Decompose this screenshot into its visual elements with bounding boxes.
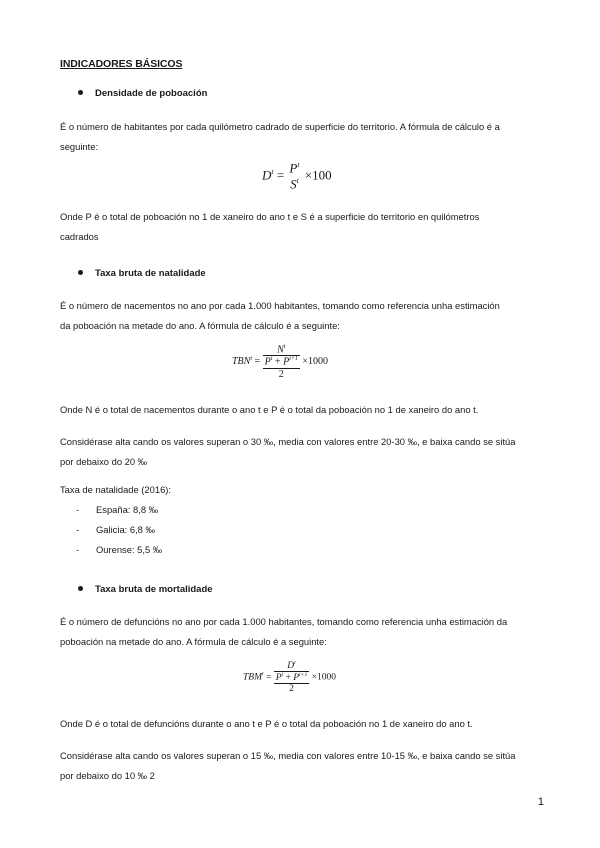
density-formula: $D^t$ = $P^t$ $S^t$ ×100	[262, 160, 332, 192]
bullet-icon	[78, 270, 83, 275]
list-item: - España: 8,8 ‰	[76, 504, 159, 515]
mortality-description: É o número de defuncións no ano por cada 1.000 habitantes, tomando como referencia unha estimación da poboación na metade do ano. A fórmula de cálculo é a seguinte:	[60, 616, 508, 647]
density-description: É o número de habitantes por cada quilómetro cadrado de superficie do territorio. A fórmula de cálculo é a seguinte:	[60, 121, 500, 152]
natality-description: É o número de nacementos no ano por cada 1.000 habitantes, tomando como referencia unha estimación da poboación na metade do ano. A fórmula de cálculo é a seguinte:	[60, 300, 500, 331]
section-heading-natality: Taxa bruta de natalidade	[78, 268, 206, 279]
bullet-icon	[78, 586, 83, 591]
density-note: Onde P é o total de poboación no 1 de xaneiro do ano t e S é a superficie do territorio en quilómetros cadrados	[60, 211, 480, 242]
page-number: 1	[537, 796, 544, 808]
natality-formula: TBN$^t$ = $N^t$ $P^t + P^{t+1}$ 2 ×1000	[232, 344, 329, 380]
list-item: - Ourense: 5,5 ‰	[76, 544, 163, 555]
section-heading-mortality: Taxa bruta de mortalidade	[78, 584, 213, 595]
section-heading-density: Densidade de poboación	[78, 88, 207, 99]
page-title: INDICADORES BÁSICOS	[60, 58, 183, 70]
list-item: - Galicia: 6,8 ‰	[76, 524, 155, 535]
mortality-ranges: Considérase alta cando os valores superan o 15 ‰, media con valores entre 10-15 ‰, e baixa cando se sitúa por debaixo do 10 ‰ 2	[60, 750, 516, 781]
natality-list-title: Taxa de natalidade (2016):	[60, 484, 172, 495]
mortality-formula: TBM$^t$ = $D^t$ $P^t + P^{t+1}$ 2 ×1000	[243, 660, 337, 695]
mortality-note: Onde D é o total de defuncións durante o ano t e P é o total da poboación no 1 de xaneiro do ano t.	[60, 718, 473, 729]
bullet-icon	[78, 90, 83, 95]
natality-ranges: Considérase alta cando os valores superan o 30 ‰, media con valores entre 20-30 ‰, e baixa cando se sitúa por debaixo do 20 ‰	[60, 436, 516, 467]
natality-note: Onde N é o total de nacementos durante o ano t e P é o total da poboación no 1 de xaneiro do ano t.	[60, 404, 479, 415]
